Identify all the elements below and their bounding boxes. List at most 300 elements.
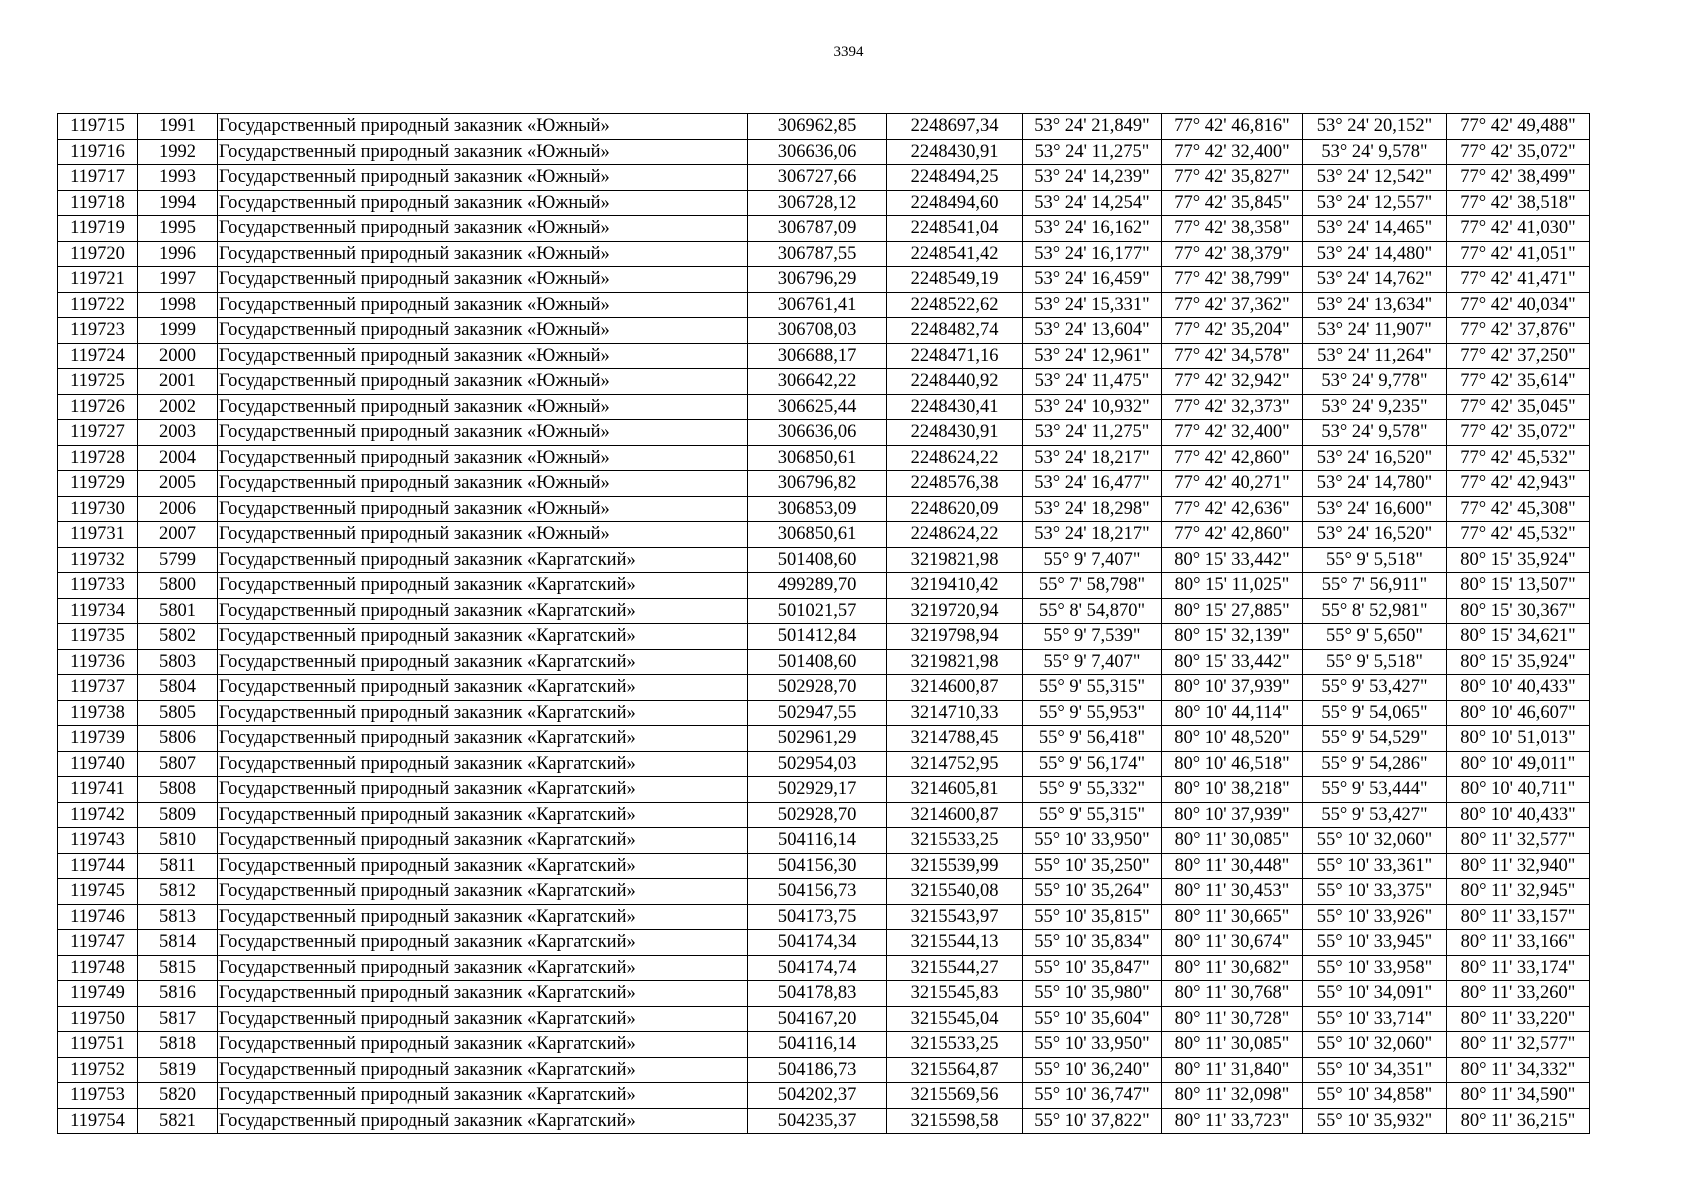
- latitude-2-cell: 53° 24' 9,578": [1303, 420, 1447, 446]
- row-id-cell: 119754: [58, 1108, 138, 1134]
- latitude-1-cell: 55° 10' 35,264": [1023, 879, 1162, 905]
- row-id-cell: 119744: [58, 853, 138, 879]
- longitude-2-cell: 77° 42' 38,518": [1447, 190, 1590, 216]
- x-coordinate-cell: 306642,22: [748, 369, 887, 395]
- row-id-cell: 119734: [58, 598, 138, 624]
- longitude-2-cell: 80° 11' 33,166": [1447, 930, 1590, 956]
- latitude-2-cell: 55° 9' 53,444": [1303, 777, 1447, 803]
- y-coordinate-cell: 3214788,45: [887, 726, 1023, 752]
- y-coordinate-cell: 3215545,04: [887, 1006, 1023, 1032]
- latitude-2-cell: 53° 24' 14,780": [1303, 471, 1447, 497]
- point-number-cell: 5819: [138, 1057, 218, 1083]
- latitude-1-cell: 55° 7' 58,798": [1023, 573, 1162, 599]
- y-coordinate-cell: 3215533,25: [887, 1032, 1023, 1058]
- row-id-cell: 119728: [58, 445, 138, 471]
- longitude-1-cell: 77° 42' 35,827": [1162, 165, 1303, 191]
- point-number-cell: 1998: [138, 292, 218, 318]
- table-row: [58, 1006, 1590, 1032]
- x-coordinate-cell: 306850,61: [748, 445, 887, 471]
- table-row: [58, 981, 1590, 1007]
- reserve-name-cell: Государственный природный заказник «Каргатский»: [218, 649, 748, 675]
- x-coordinate-cell: 306796,82: [748, 471, 887, 497]
- y-coordinate-cell: 3219798,94: [887, 624, 1023, 650]
- y-coordinate-cell: 3214600,87: [887, 802, 1023, 828]
- longitude-2-cell: 80° 10' 40,433": [1447, 675, 1590, 701]
- point-number-cell: 5801: [138, 598, 218, 624]
- reserve-name-cell: Государственный природный заказник «Каргатский»: [218, 751, 748, 777]
- table-row: [58, 547, 1590, 573]
- longitude-1-cell: 77° 42' 40,271": [1162, 471, 1303, 497]
- latitude-1-cell: 55° 10' 35,604": [1023, 1006, 1162, 1032]
- x-coordinate-cell: 504174,74: [748, 955, 887, 981]
- x-coordinate-cell: 504116,14: [748, 1032, 887, 1058]
- row-id-cell: 119715: [58, 114, 138, 140]
- longitude-1-cell: 77° 42' 34,578": [1162, 343, 1303, 369]
- latitude-2-cell: 55° 10' 32,060": [1303, 1032, 1447, 1058]
- y-coordinate-cell: 3215543,97: [887, 904, 1023, 930]
- table-row: [58, 216, 1590, 242]
- x-coordinate-cell: 306727,66: [748, 165, 887, 191]
- row-id-cell: 119747: [58, 930, 138, 956]
- latitude-2-cell: 53° 24' 16,520": [1303, 522, 1447, 548]
- reserve-name-cell: Государственный природный заказник «Южный»: [218, 496, 748, 522]
- latitude-1-cell: 55° 9' 55,315": [1023, 802, 1162, 828]
- point-number-cell: 1992: [138, 139, 218, 165]
- x-coordinate-cell: 306787,55: [748, 241, 887, 267]
- y-coordinate-cell: 3215564,87: [887, 1057, 1023, 1083]
- latitude-2-cell: 53° 24' 9,578": [1303, 139, 1447, 165]
- latitude-2-cell: 55° 9' 5,518": [1303, 649, 1447, 675]
- latitude-2-cell: 55° 10' 32,060": [1303, 828, 1447, 854]
- latitude-2-cell: 55° 8' 52,981": [1303, 598, 1447, 624]
- row-id-cell: 119751: [58, 1032, 138, 1058]
- point-number-cell: 5800: [138, 573, 218, 599]
- latitude-1-cell: 53° 24' 18,298": [1023, 496, 1162, 522]
- longitude-2-cell: 80° 11' 33,220": [1447, 1006, 1590, 1032]
- longitude-2-cell: 77° 42' 35,072": [1447, 139, 1590, 165]
- latitude-2-cell: 55° 10' 34,351": [1303, 1057, 1447, 1083]
- reserve-name-cell: Государственный природный заказник «Каргатский»: [218, 573, 748, 599]
- latitude-2-cell: 55° 9' 53,427": [1303, 675, 1447, 701]
- point-number-cell: 1995: [138, 216, 218, 242]
- latitude-1-cell: 55° 10' 35,847": [1023, 955, 1162, 981]
- longitude-1-cell: 80° 11' 30,085": [1162, 828, 1303, 854]
- y-coordinate-cell: 3215544,13: [887, 930, 1023, 956]
- x-coordinate-cell: 504116,14: [748, 828, 887, 854]
- latitude-1-cell: 55° 10' 35,834": [1023, 930, 1162, 956]
- longitude-1-cell: 80° 10' 44,114": [1162, 700, 1303, 726]
- point-number-cell: 5810: [138, 828, 218, 854]
- reserve-name-cell: Государственный природный заказник «Каргатский»: [218, 955, 748, 981]
- coordinates-table: [57, 113, 1590, 1134]
- point-number-cell: 5805: [138, 700, 218, 726]
- y-coordinate-cell: 2248494,60: [887, 190, 1023, 216]
- point-number-cell: 1999: [138, 318, 218, 344]
- longitude-1-cell: 80° 11' 30,665": [1162, 904, 1303, 930]
- longitude-1-cell: 80° 15' 33,442": [1162, 547, 1303, 573]
- longitude-1-cell: 80° 10' 38,218": [1162, 777, 1303, 803]
- latitude-1-cell: 55° 9' 55,315": [1023, 675, 1162, 701]
- table-row: [58, 471, 1590, 497]
- reserve-name-cell: Государственный природный заказник «Южный»: [218, 522, 748, 548]
- longitude-2-cell: 80° 11' 32,577": [1447, 1032, 1590, 1058]
- point-number-cell: 5820: [138, 1083, 218, 1109]
- row-id-cell: 119738: [58, 700, 138, 726]
- longitude-1-cell: 77° 42' 32,400": [1162, 420, 1303, 446]
- latitude-1-cell: 53° 24' 13,604": [1023, 318, 1162, 344]
- longitude-1-cell: 77° 42' 32,400": [1162, 139, 1303, 165]
- table-row: [58, 700, 1590, 726]
- table-row: [58, 1032, 1590, 1058]
- point-number-cell: 2007: [138, 522, 218, 548]
- x-coordinate-cell: 306850,61: [748, 522, 887, 548]
- longitude-2-cell: 77° 42' 38,499": [1447, 165, 1590, 191]
- reserve-name-cell: Государственный природный заказник «Каргатский»: [218, 777, 748, 803]
- latitude-2-cell: 53° 24' 12,542": [1303, 165, 1447, 191]
- row-id-cell: 119739: [58, 726, 138, 752]
- longitude-1-cell: 80° 11' 30,682": [1162, 955, 1303, 981]
- row-id-cell: 119729: [58, 471, 138, 497]
- y-coordinate-cell: 2248430,41: [887, 394, 1023, 420]
- point-number-cell: 2005: [138, 471, 218, 497]
- y-coordinate-cell: 2248482,74: [887, 318, 1023, 344]
- latitude-1-cell: 55° 10' 36,747": [1023, 1083, 1162, 1109]
- row-id-cell: 119736: [58, 649, 138, 675]
- point-number-cell: 5817: [138, 1006, 218, 1032]
- latitude-1-cell: 53° 24' 18,217": [1023, 522, 1162, 548]
- table-row: [58, 1108, 1590, 1134]
- x-coordinate-cell: 306787,09: [748, 216, 887, 242]
- row-id-cell: 119748: [58, 955, 138, 981]
- reserve-name-cell: Государственный природный заказник «Каргатский»: [218, 828, 748, 854]
- table-row: [58, 241, 1590, 267]
- reserve-name-cell: Государственный природный заказник «Южный»: [218, 471, 748, 497]
- table-row: [58, 394, 1590, 420]
- latitude-2-cell: 55° 10' 33,926": [1303, 904, 1447, 930]
- row-id-cell: 119727: [58, 420, 138, 446]
- reserve-name-cell: Государственный природный заказник «Южный»: [218, 318, 748, 344]
- y-coordinate-cell: 3215539,99: [887, 853, 1023, 879]
- latitude-1-cell: 55° 10' 36,240": [1023, 1057, 1162, 1083]
- longitude-1-cell: 77° 42' 38,379": [1162, 241, 1303, 267]
- table-row: [58, 267, 1590, 293]
- table-row: [58, 751, 1590, 777]
- point-number-cell: 2004: [138, 445, 218, 471]
- x-coordinate-cell: 504156,73: [748, 879, 887, 905]
- x-coordinate-cell: 504186,73: [748, 1057, 887, 1083]
- longitude-1-cell: 77° 42' 38,799": [1162, 267, 1303, 293]
- reserve-name-cell: Государственный природный заказник «Каргатский»: [218, 930, 748, 956]
- latitude-2-cell: 55° 10' 33,375": [1303, 879, 1447, 905]
- longitude-1-cell: 80° 15' 11,025": [1162, 573, 1303, 599]
- x-coordinate-cell: 502928,70: [748, 802, 887, 828]
- longitude-2-cell: 80° 15' 35,924": [1447, 649, 1590, 675]
- table-row: [58, 649, 1590, 675]
- longitude-2-cell: 80° 11' 32,577": [1447, 828, 1590, 854]
- y-coordinate-cell: 2248440,92: [887, 369, 1023, 395]
- longitude-1-cell: 80° 11' 30,768": [1162, 981, 1303, 1007]
- latitude-2-cell: 55° 10' 34,858": [1303, 1083, 1447, 1109]
- y-coordinate-cell: 3215544,27: [887, 955, 1023, 981]
- longitude-2-cell: 77° 42' 40,034": [1447, 292, 1590, 318]
- reserve-name-cell: Государственный природный заказник «Каргатский»: [218, 598, 748, 624]
- table-row: [58, 369, 1590, 395]
- longitude-1-cell: 77° 42' 42,860": [1162, 522, 1303, 548]
- x-coordinate-cell: 499289,70: [748, 573, 887, 599]
- latitude-1-cell: 55° 10' 37,822": [1023, 1108, 1162, 1134]
- x-coordinate-cell: 306708,03: [748, 318, 887, 344]
- table-row: [58, 318, 1590, 344]
- x-coordinate-cell: 306853,09: [748, 496, 887, 522]
- longitude-2-cell: 77° 42' 35,072": [1447, 420, 1590, 446]
- table-row: [58, 292, 1590, 318]
- row-id-cell: 119753: [58, 1083, 138, 1109]
- table-row: [58, 114, 1590, 140]
- point-number-cell: 5809: [138, 802, 218, 828]
- y-coordinate-cell: 3215540,08: [887, 879, 1023, 905]
- longitude-1-cell: 80° 10' 37,939": [1162, 675, 1303, 701]
- table-row: [58, 598, 1590, 624]
- x-coordinate-cell: 502928,70: [748, 675, 887, 701]
- row-id-cell: 119718: [58, 190, 138, 216]
- row-id-cell: 119752: [58, 1057, 138, 1083]
- longitude-1-cell: 77° 42' 46,816": [1162, 114, 1303, 140]
- table-row: [58, 139, 1590, 165]
- y-coordinate-cell: 3215598,58: [887, 1108, 1023, 1134]
- y-coordinate-cell: 2248541,42: [887, 241, 1023, 267]
- table-row: [58, 904, 1590, 930]
- point-number-cell: 2000: [138, 343, 218, 369]
- latitude-1-cell: 53° 24' 15,331": [1023, 292, 1162, 318]
- longitude-2-cell: 80° 11' 32,945": [1447, 879, 1590, 905]
- reserve-name-cell: Государственный природный заказник «Каргатский»: [218, 547, 748, 573]
- longitude-2-cell: 80° 11' 34,590": [1447, 1083, 1590, 1109]
- point-number-cell: 2003: [138, 420, 218, 446]
- longitude-1-cell: 80° 11' 31,840": [1162, 1057, 1303, 1083]
- longitude-1-cell: 77° 42' 32,373": [1162, 394, 1303, 420]
- point-number-cell: 2001: [138, 369, 218, 395]
- table-row: [58, 802, 1590, 828]
- row-id-cell: 119719: [58, 216, 138, 242]
- longitude-2-cell: 80° 11' 33,174": [1447, 955, 1590, 981]
- longitude-2-cell: 77° 42' 41,471": [1447, 267, 1590, 293]
- x-coordinate-cell: 501408,60: [748, 547, 887, 573]
- x-coordinate-cell: 306761,41: [748, 292, 887, 318]
- point-number-cell: 5821: [138, 1108, 218, 1134]
- table-row: [58, 675, 1590, 701]
- latitude-2-cell: 55° 9' 53,427": [1303, 802, 1447, 828]
- y-coordinate-cell: 2248430,91: [887, 420, 1023, 446]
- point-number-cell: 5807: [138, 751, 218, 777]
- y-coordinate-cell: 3214752,95: [887, 751, 1023, 777]
- latitude-1-cell: 55° 9' 7,539": [1023, 624, 1162, 650]
- longitude-2-cell: 77° 42' 37,876": [1447, 318, 1590, 344]
- point-number-cell: 5813: [138, 904, 218, 930]
- latitude-1-cell: 55° 10' 35,250": [1023, 853, 1162, 879]
- latitude-2-cell: 53° 24' 14,465": [1303, 216, 1447, 242]
- latitude-1-cell: 55° 8' 54,870": [1023, 598, 1162, 624]
- longitude-1-cell: 77° 42' 35,204": [1162, 318, 1303, 344]
- row-id-cell: 119750: [58, 1006, 138, 1032]
- x-coordinate-cell: 504178,83: [748, 981, 887, 1007]
- longitude-2-cell: 80° 11' 34,332": [1447, 1057, 1590, 1083]
- longitude-1-cell: 80° 11' 30,674": [1162, 930, 1303, 956]
- longitude-1-cell: 80° 10' 48,520": [1162, 726, 1303, 752]
- reserve-name-cell: Государственный природный заказник «Каргатский»: [218, 726, 748, 752]
- longitude-1-cell: 80° 11' 32,098": [1162, 1083, 1303, 1109]
- latitude-1-cell: 55° 10' 35,980": [1023, 981, 1162, 1007]
- point-number-cell: 5811: [138, 853, 218, 879]
- point-number-cell: 2002: [138, 394, 218, 420]
- reserve-name-cell: Государственный природный заказник «Южный»: [218, 139, 748, 165]
- latitude-2-cell: 55° 9' 5,518": [1303, 547, 1447, 573]
- table-row: [58, 420, 1590, 446]
- latitude-1-cell: 53° 24' 16,162": [1023, 216, 1162, 242]
- y-coordinate-cell: 3214710,33: [887, 700, 1023, 726]
- x-coordinate-cell: 501412,84: [748, 624, 887, 650]
- table-row: [58, 445, 1590, 471]
- latitude-2-cell: 53° 24' 16,600": [1303, 496, 1447, 522]
- latitude-1-cell: 55° 9' 7,407": [1023, 547, 1162, 573]
- point-number-cell: 5803: [138, 649, 218, 675]
- reserve-name-cell: Государственный природный заказник «Каргатский»: [218, 802, 748, 828]
- reserve-name-cell: Государственный природный заказник «Каргатский»: [218, 1083, 748, 1109]
- reserve-name-cell: Государственный природный заказник «Каргатский»: [218, 1006, 748, 1032]
- latitude-1-cell: 53° 24' 10,932": [1023, 394, 1162, 420]
- row-id-cell: 119725: [58, 369, 138, 395]
- longitude-2-cell: 80° 11' 36,215": [1447, 1108, 1590, 1134]
- row-id-cell: 119732: [58, 547, 138, 573]
- longitude-2-cell: 77° 42' 41,030": [1447, 216, 1590, 242]
- table-row: [58, 930, 1590, 956]
- longitude-2-cell: 80° 10' 46,607": [1447, 700, 1590, 726]
- latitude-2-cell: 55° 10' 34,091": [1303, 981, 1447, 1007]
- row-id-cell: 119743: [58, 828, 138, 854]
- x-coordinate-cell: 502961,29: [748, 726, 887, 752]
- x-coordinate-cell: 502929,17: [748, 777, 887, 803]
- longitude-1-cell: 80° 15' 33,442": [1162, 649, 1303, 675]
- longitude-2-cell: 80° 15' 30,367": [1447, 598, 1590, 624]
- y-coordinate-cell: 3219821,98: [887, 649, 1023, 675]
- x-coordinate-cell: 501021,57: [748, 598, 887, 624]
- page-number: 3394: [833, 44, 864, 60]
- x-coordinate-cell: 501408,60: [748, 649, 887, 675]
- reserve-name-cell: Государственный природный заказник «Каргатский»: [218, 981, 748, 1007]
- latitude-1-cell: 55° 10' 33,950": [1023, 1032, 1162, 1058]
- x-coordinate-cell: 504174,34: [748, 930, 887, 956]
- point-number-cell: 5814: [138, 930, 218, 956]
- latitude-2-cell: 55° 10' 33,945": [1303, 930, 1447, 956]
- y-coordinate-cell: 3215533,25: [887, 828, 1023, 854]
- table-row: [58, 343, 1590, 369]
- longitude-2-cell: 80° 10' 40,433": [1447, 802, 1590, 828]
- y-coordinate-cell: 2248576,38: [887, 471, 1023, 497]
- table-body: [58, 114, 1590, 1134]
- row-id-cell: 119735: [58, 624, 138, 650]
- longitude-1-cell: 77° 42' 37,362": [1162, 292, 1303, 318]
- latitude-1-cell: 53° 24' 16,459": [1023, 267, 1162, 293]
- latitude-1-cell: 55° 9' 55,953": [1023, 700, 1162, 726]
- y-coordinate-cell: 2248430,91: [887, 139, 1023, 165]
- row-id-cell: 119746: [58, 904, 138, 930]
- latitude-1-cell: 53° 24' 21,849": [1023, 114, 1162, 140]
- table-row: [58, 573, 1590, 599]
- x-coordinate-cell: 306796,29: [748, 267, 887, 293]
- longitude-2-cell: 80° 11' 33,157": [1447, 904, 1590, 930]
- row-id-cell: 119731: [58, 522, 138, 548]
- row-id-cell: 119742: [58, 802, 138, 828]
- latitude-1-cell: 53° 24' 11,475": [1023, 369, 1162, 395]
- row-id-cell: 119724: [58, 343, 138, 369]
- table-row: [58, 828, 1590, 854]
- latitude-2-cell: 55° 7' 56,911": [1303, 573, 1447, 599]
- table-row: [58, 496, 1590, 522]
- reserve-name-cell: Государственный природный заказник «Каргатский»: [218, 1108, 748, 1134]
- row-id-cell: 119733: [58, 573, 138, 599]
- y-coordinate-cell: 3219720,94: [887, 598, 1023, 624]
- point-number-cell: 5802: [138, 624, 218, 650]
- y-coordinate-cell: 3219821,98: [887, 547, 1023, 573]
- reserve-name-cell: Государственный природный заказник «Южный»: [218, 343, 748, 369]
- latitude-2-cell: 53° 24' 9,235": [1303, 394, 1447, 420]
- point-number-cell: 1994: [138, 190, 218, 216]
- y-coordinate-cell: 2248471,16: [887, 343, 1023, 369]
- table-row: [58, 190, 1590, 216]
- table-row: [58, 624, 1590, 650]
- y-coordinate-cell: 3214605,81: [887, 777, 1023, 803]
- x-coordinate-cell: 504202,37: [748, 1083, 887, 1109]
- longitude-2-cell: 77° 42' 45,532": [1447, 445, 1590, 471]
- table-row: [58, 853, 1590, 879]
- longitude-2-cell: 80° 15' 13,507": [1447, 573, 1590, 599]
- longitude-1-cell: 77° 42' 42,636": [1162, 496, 1303, 522]
- longitude-2-cell: 80° 11' 32,940": [1447, 853, 1590, 879]
- point-number-cell: 5799: [138, 547, 218, 573]
- latitude-1-cell: 55° 9' 56,174": [1023, 751, 1162, 777]
- row-id-cell: 119726: [58, 394, 138, 420]
- table-row: [58, 165, 1590, 191]
- reserve-name-cell: Государственный природный заказник «Каргатский»: [218, 675, 748, 701]
- row-id-cell: 119730: [58, 496, 138, 522]
- longitude-1-cell: 80° 10' 46,518": [1162, 751, 1303, 777]
- reserve-name-cell: Государственный природный заказник «Южный»: [218, 420, 748, 446]
- y-coordinate-cell: 2248697,34: [887, 114, 1023, 140]
- latitude-1-cell: 55° 9' 56,418": [1023, 726, 1162, 752]
- y-coordinate-cell: 2248522,62: [887, 292, 1023, 318]
- latitude-1-cell: 53° 24' 12,961": [1023, 343, 1162, 369]
- reserve-name-cell: Государственный природный заказник «Каргатский»: [218, 1057, 748, 1083]
- reserve-name-cell: Государственный природный заказник «Каргатский»: [218, 624, 748, 650]
- longitude-2-cell: 77° 42' 45,308": [1447, 496, 1590, 522]
- table-row: [58, 726, 1590, 752]
- point-number-cell: 1996: [138, 241, 218, 267]
- longitude-1-cell: 80° 11' 30,448": [1162, 853, 1303, 879]
- x-coordinate-cell: 502947,55: [748, 700, 887, 726]
- latitude-2-cell: 53° 24' 9,778": [1303, 369, 1447, 395]
- table-row: [58, 1057, 1590, 1083]
- longitude-1-cell: 80° 15' 27,885": [1162, 598, 1303, 624]
- longitude-2-cell: 80° 11' 33,260": [1447, 981, 1590, 1007]
- latitude-1-cell: 55° 9' 55,332": [1023, 777, 1162, 803]
- table-row: [58, 879, 1590, 905]
- point-number-cell: 5818: [138, 1032, 218, 1058]
- latitude-1-cell: 55° 10' 33,950": [1023, 828, 1162, 854]
- longitude-2-cell: 80° 10' 51,013": [1447, 726, 1590, 752]
- reserve-name-cell: Государственный природный заказник «Южный»: [218, 267, 748, 293]
- latitude-2-cell: 53° 24' 11,264": [1303, 343, 1447, 369]
- longitude-2-cell: 77° 42' 35,614": [1447, 369, 1590, 395]
- longitude-1-cell: 80° 11' 33,723": [1162, 1108, 1303, 1134]
